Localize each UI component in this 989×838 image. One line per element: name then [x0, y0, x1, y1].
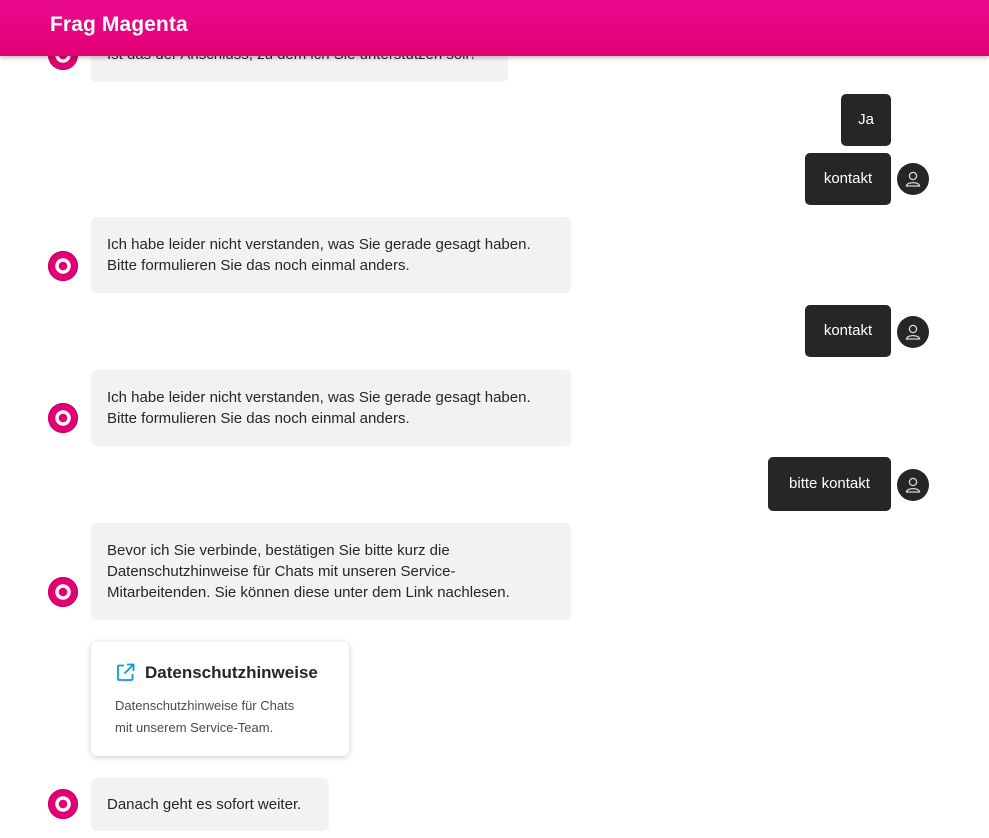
privacy-link-card[interactable]	[91, 642, 349, 756]
bot-message	[91, 217, 571, 293]
bot-message	[91, 370, 571, 446]
bot-message	[91, 523, 571, 620]
message-line: Bitte formulieren Sie das noch einmal anders.	[107, 410, 410, 427]
user-message	[805, 153, 891, 205]
bot-avatar-icon	[48, 789, 78, 819]
user-message	[768, 457, 891, 511]
user-avatar	[897, 163, 929, 195]
message-text: Ja	[858, 111, 874, 128]
link-card-title[interactable]: Datenschutzhinweise	[145, 663, 318, 682]
page-title: Frag Magenta	[50, 13, 188, 36]
message-line: Ich habe leider nicht verstanden, was Sie gerade gesagt haben.	[107, 389, 531, 406]
message-line: Datenschutzhinweise für Chats mit unseren Service-	[107, 563, 456, 580]
message-line: Mitarbeitenden. Sie können diese unter dem Link nachlesen.	[107, 584, 510, 601]
description-line: Datenschutzhinweise für Chats	[115, 698, 295, 713]
user-avatar	[897, 316, 929, 348]
user-icon	[904, 170, 922, 188]
message-line: Bevor ich Sie verbinde, bestätigen Sie bitte kurz die	[107, 542, 450, 559]
user-icon	[904, 323, 922, 341]
message-text: bitte kontakt	[789, 475, 870, 492]
message-line: Ich habe leider nicht verstanden, was Sie gerade gesagt haben.	[107, 236, 531, 253]
user-avatar	[897, 469, 929, 501]
chat-header	[0, 0, 989, 56]
user-message	[805, 305, 891, 357]
bot-avatar-icon	[48, 403, 78, 433]
link-card-description	[115, 695, 294, 739]
message-line: Danach geht es sofort weiter.	[107, 796, 302, 813]
user-icon	[904, 476, 922, 494]
description-line: mit unserem Service-Team.	[115, 720, 274, 735]
bot-avatar-icon	[48, 577, 78, 607]
external-link-icon	[115, 662, 136, 683]
message-line: Bitte formulieren Sie das noch einmal anders.	[107, 257, 410, 274]
message-text: kontakt	[823, 322, 873, 339]
user-message	[841, 94, 891, 146]
bot-message	[91, 778, 329, 831]
bot-avatar-icon	[48, 251, 78, 281]
message-text: kontakt	[823, 170, 873, 187]
